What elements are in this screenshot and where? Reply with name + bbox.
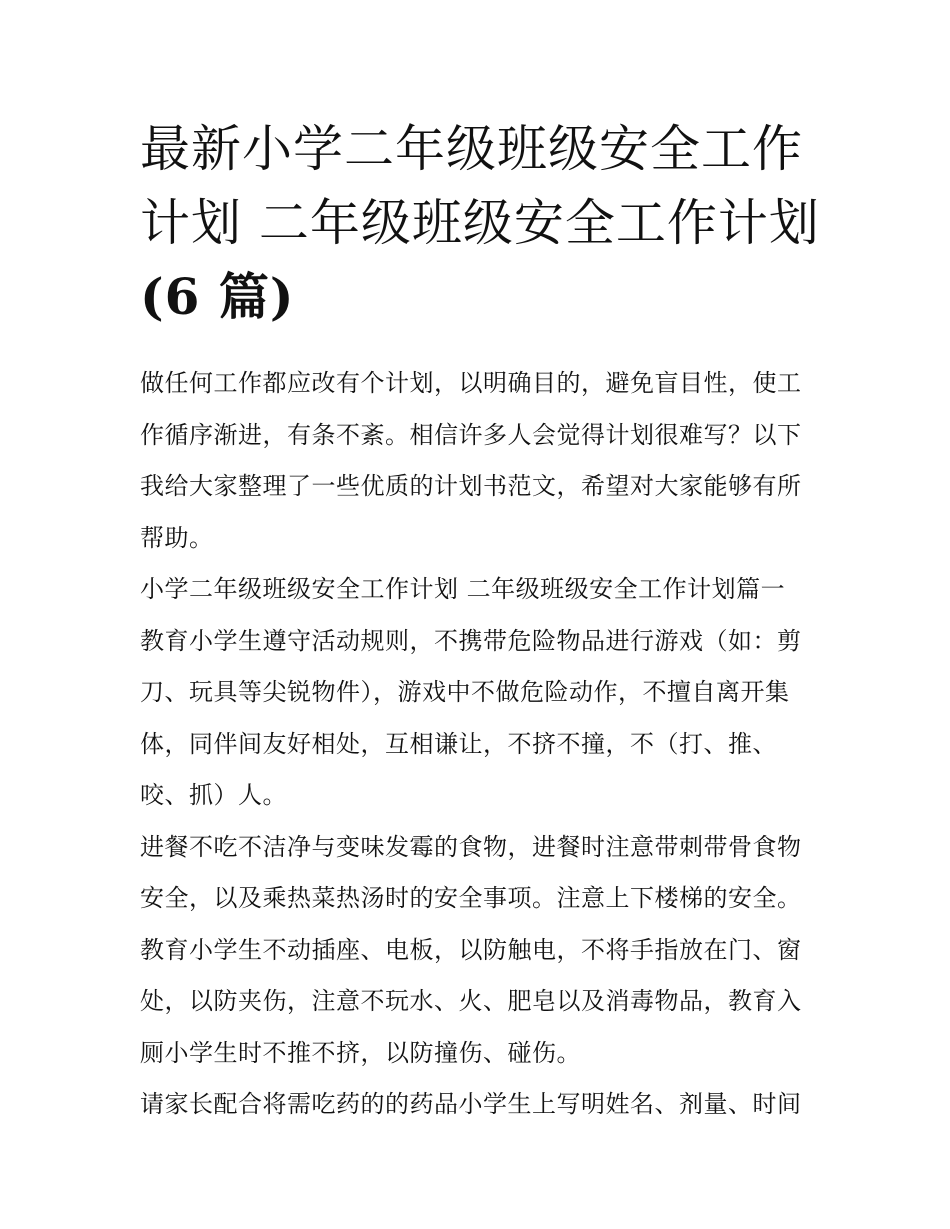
- paragraph-line: 咬、抓）人。: [140, 781, 287, 809]
- paragraph-line: 进餐不吃不洁净与变味发霉的食物，进餐时注意带刺带骨食物: [140, 832, 802, 861]
- paragraph-line: 请家长配合将需吃药的的药品小学生上写明姓名、剂量、时间: [140, 1090, 802, 1118]
- paragraph-line: 处，以防夹伤，注意不玩水、火、肥皂以及消毒物品，教育入: [140, 987, 802, 1015]
- paragraph-line: 教育小学生遵守活动规则，不携带危险物品进行游戏（如：剪: [140, 626, 802, 655]
- section-heading-line: 小学二年级班级安全工作计划 二年级班级安全工作计划篇一: [140, 575, 786, 603]
- paragraph-line: 安全，以及乘热菜热汤时的安全事项。注意上下楼梯的安全。: [140, 884, 802, 912]
- title-line: 计划 二年级班级安全工作计划: [140, 194, 820, 252]
- paragraph-line: 做任何工作都应改有个计划，以明确目的，避免盲目性，使工: [140, 369, 802, 397]
- document-body: [140, 358, 820, 1131]
- paragraph-line: 教育小学生不动插座、电板，以防触电，不将手指放在门、窗: [140, 935, 802, 964]
- title-line: (6 篇): [140, 267, 295, 326]
- paragraph-line: 帮助。: [140, 523, 214, 552]
- paragraph-line: 刀、玩具等尖锐物件），游戏中不做危险动作，不擅自离开集: [140, 678, 790, 706]
- paragraph-line: 体，同伴间友好相处，互相谦让，不挤不撞，不（打、推、: [140, 729, 777, 758]
- title-line: 最新小学二年级班级安全工作: [140, 120, 803, 178]
- paragraph-line: 作循序渐进，有条不紊。相信许多人会觉得计划很难写？以下: [140, 420, 802, 449]
- paragraph-line: 我给大家整理了一些优质的计划书范文，希望对大家能够有所: [140, 472, 802, 500]
- document-title: [140, 112, 820, 334]
- paragraph-line: 厕小学生时不推不挤，以防撞伤、碰伤。: [140, 1038, 581, 1067]
